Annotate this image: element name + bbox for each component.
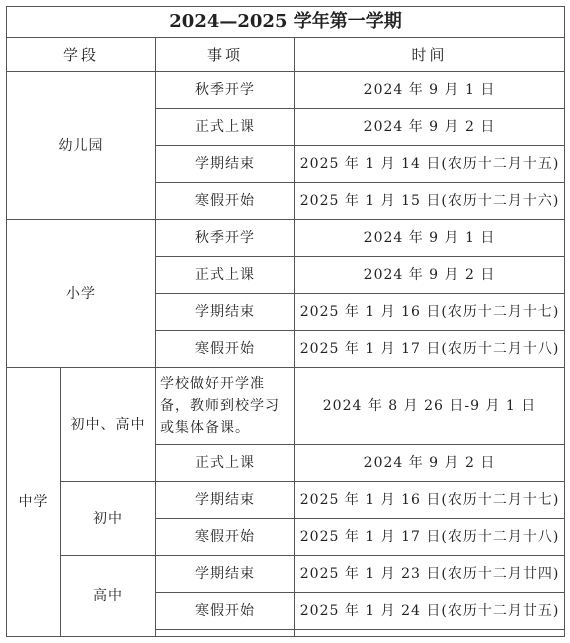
time-cell: 2025 年 1 月 14 日(农历十二月十五): [295, 146, 565, 183]
table-title: 2024—2025 学年第一学期: [7, 7, 565, 38]
item-cell: 正式上课: [156, 109, 295, 146]
item-cell: 学期结束: [156, 294, 295, 331]
time-cell: 2024 年 8 月 26 日-9 月 1 日: [295, 368, 565, 445]
header-stage: 学段: [7, 38, 156, 72]
time-cell-cutoff: [295, 630, 565, 637]
stage-primary: 小学: [7, 220, 156, 368]
item-cell: 寒假开始: [156, 331, 295, 368]
time-cell: 2025 年 1 月 24 日(农历十二月廿五): [295, 593, 565, 630]
time-cell: 2024 年 9 月 2 日: [295, 257, 565, 294]
item-cell: 学期结束: [156, 146, 295, 183]
item-cell-cutoff: [156, 630, 295, 637]
substage-both: 初中、高中: [61, 368, 156, 482]
table-row: [7, 220, 565, 257]
item-cell: 学校做好开学准备，教师到校学习或集体备课。: [156, 368, 295, 445]
item-cell: 秋季开学: [156, 220, 295, 257]
time-cell: 2024 年 9 月 1 日: [295, 220, 565, 257]
item-cell: 学期结束: [156, 556, 295, 593]
time-cell: 2025 年 1 月 17 日(农历十二月十八): [295, 519, 565, 556]
table-row: [7, 368, 565, 445]
stage-kindergarten: 幼儿园: [7, 72, 156, 220]
item-cell: 寒假开始: [156, 183, 295, 220]
substage-junior: 初中: [61, 482, 156, 556]
time-cell: 2025 年 1 月 17 日(农历十二月十八): [295, 331, 565, 368]
item-cell: 寒假开始: [156, 593, 295, 630]
time-cell: 2025 年 1 月 16 日(农历十二月十七): [295, 294, 565, 331]
table-row: [7, 556, 565, 593]
item-cell: 正式上课: [156, 445, 295, 482]
item-cell: 正式上课: [156, 257, 295, 294]
time-cell: 2025 年 1 月 23 日(农历十二月廿四): [295, 556, 565, 593]
time-cell: 2024 年 9 月 2 日: [295, 445, 565, 482]
time-cell: 2024 年 9 月 2 日: [295, 109, 565, 146]
table-row: [7, 482, 565, 519]
stage-middle: 中学: [7, 368, 61, 637]
item-cell: 寒假开始: [156, 519, 295, 556]
time-cell: 2025 年 1 月 15 日(农历十二月十六): [295, 183, 565, 220]
time-cell: 2024 年 9 月 1 日: [295, 72, 565, 109]
header-time: 时间: [295, 38, 565, 72]
item-cell: 学期结束: [156, 482, 295, 519]
item-cell: 秋季开学: [156, 72, 295, 109]
schedule-table: [6, 6, 565, 637]
substage-senior: 高中: [61, 556, 156, 637]
table-row: [7, 72, 565, 109]
time-cell: 2025 年 1 月 16 日(农历十二月十七): [295, 482, 565, 519]
header-item: 事项: [156, 38, 295, 72]
